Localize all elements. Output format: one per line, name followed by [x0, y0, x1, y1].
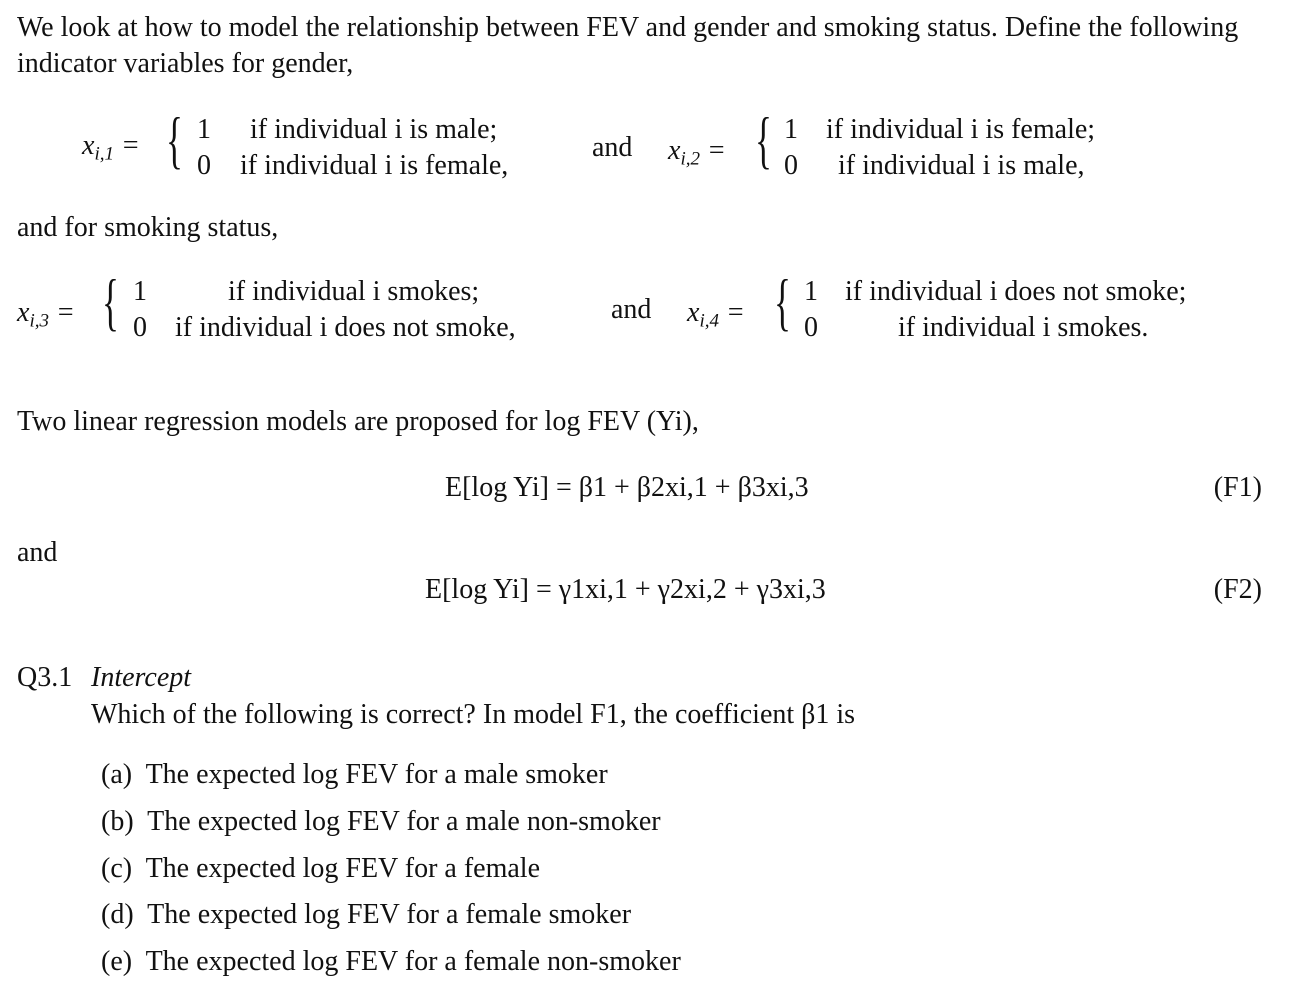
- x4-condition-one: if individual i does not smoke;: [845, 276, 1187, 307]
- x2-value-zero: 0: [784, 150, 798, 181]
- model-f1-tag: (F1): [1213, 472, 1262, 503]
- x1-value-zero: 0: [197, 150, 211, 181]
- model-f2-tag: (F2): [1213, 574, 1262, 605]
- option-letter: (e): [101, 946, 133, 977]
- x1-symbol: $x_{i,1}$ =: [82, 130, 140, 165]
- x2-value-one: 1: [784, 114, 798, 145]
- x2-condition-one: if individual i is female;: [826, 114, 1096, 145]
- x4-brace: {: [774, 266, 791, 337]
- x4-value-zero: 0: [804, 312, 818, 343]
- option-letter: (d): [101, 899, 134, 930]
- x1-brace: {: [166, 104, 183, 175]
- option-a[interactable]: [101, 757, 608, 792]
- option-text: The expected log FEV for a male smoker: [145, 759, 608, 790]
- option-b[interactable]: [101, 804, 661, 839]
- x3-brace: {: [102, 266, 119, 337]
- x3-value-one: 1: [133, 276, 147, 307]
- x3-condition-one: if individual i smokes;: [228, 276, 480, 307]
- option-text: The expected log FEV for a female smoker: [147, 899, 632, 930]
- models-intro: Two linear regression models are proposed for log FEV (Yi),: [17, 406, 699, 437]
- x3-symbol: $x_{i,3}$ =: [17, 297, 75, 332]
- question-number: Q3.1: [17, 662, 73, 693]
- x4-symbol: $x_{i,4}$ =: [687, 297, 745, 332]
- option-letter: (a): [101, 759, 133, 790]
- intro-paragraph: We look at how to model the relationship between FEV and gender and smoking status. Define the following indicator variables for gender,: [17, 12, 1239, 79]
- x3-condition-zero: if individual i does not smoke,: [175, 312, 516, 343]
- model-f1-equation: E[log Yi] = β1 + β2xi,1 + β3xi,3: [445, 472, 809, 503]
- option-d[interactable]: [101, 897, 631, 932]
- smoking-intro: and for smoking status,: [17, 212, 279, 243]
- question-text: Which of the following is correct? In model F1, the coefficient β1 is: [91, 699, 856, 730]
- option-letter: (b): [101, 806, 134, 837]
- smoking-and: and: [611, 294, 652, 325]
- x1-condition-zero: if individual i is female,: [240, 150, 509, 181]
- x1-value-one: 1: [197, 114, 211, 145]
- option-text: The expected log FEV for a female: [145, 853, 541, 884]
- option-e[interactable]: [101, 944, 681, 979]
- x2-brace: {: [755, 104, 772, 175]
- option-c[interactable]: [101, 851, 540, 886]
- option-letter: (c): [101, 853, 133, 884]
- x2-condition-zero: if individual i is male,: [838, 150, 1085, 181]
- question-title: Intercept: [91, 662, 192, 693]
- option-text: The expected log FEV for a male non-smoker: [147, 806, 661, 837]
- x2-symbol: $x_{i,2}$ =: [668, 135, 726, 170]
- x4-condition-zero: if individual i smokes.: [898, 312, 1149, 343]
- and-text: and: [17, 537, 58, 568]
- gender-and: and: [592, 132, 633, 163]
- x3-value-zero: 0: [133, 312, 147, 343]
- model-f2-equation: E[log Yi] = γ1xi,1 + γ2xi,2 + γ3xi,3: [425, 574, 826, 605]
- x1-condition-one: if individual i is male;: [250, 114, 498, 145]
- option-text: The expected log FEV for a female non-smoker: [145, 946, 681, 977]
- x4-value-one: 1: [804, 276, 818, 307]
